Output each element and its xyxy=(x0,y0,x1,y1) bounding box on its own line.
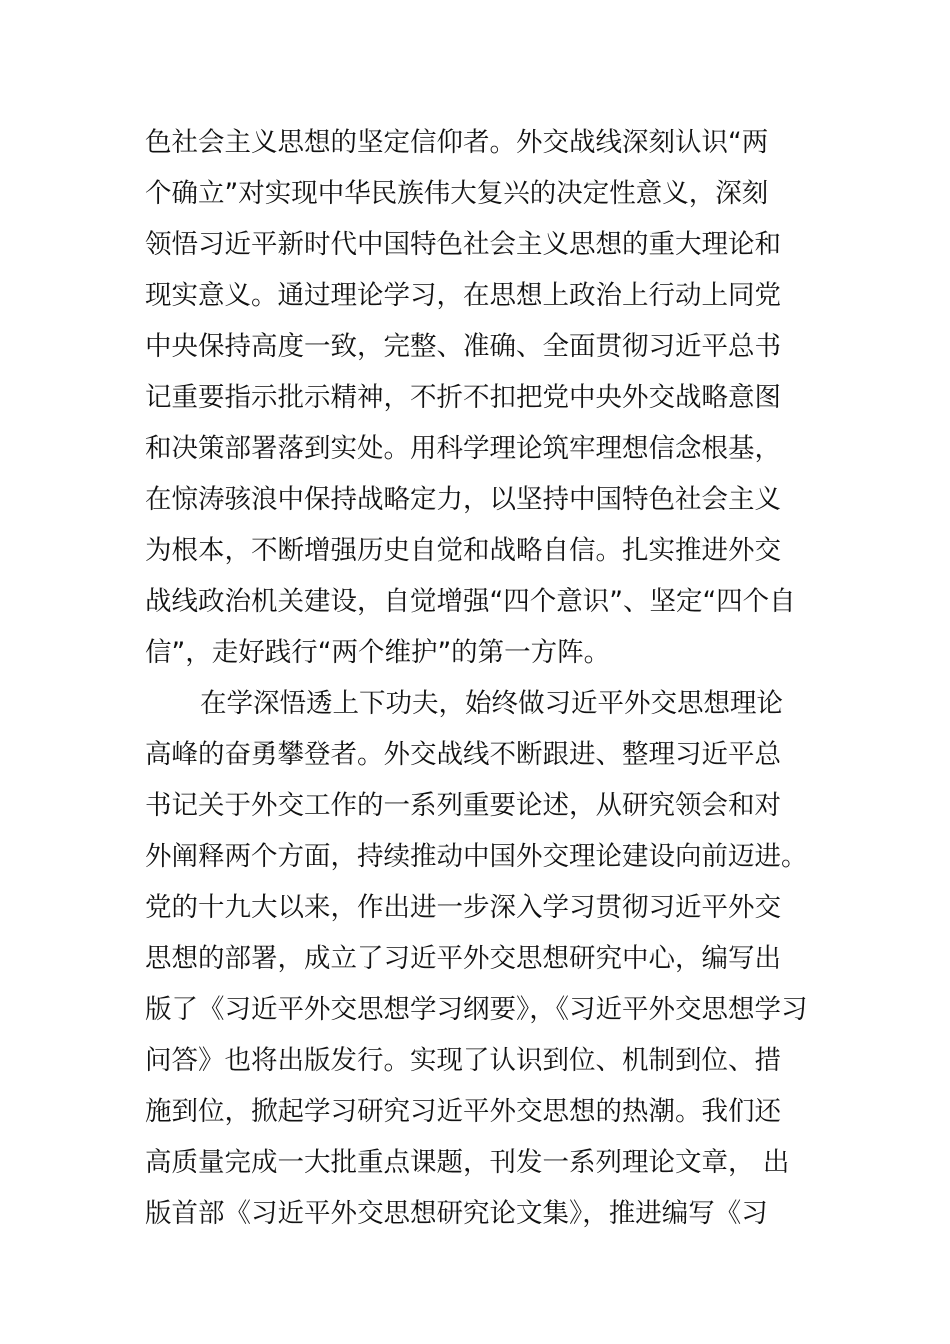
text-line: 书记关于外交工作的一系列重要论述，从研究领会和对 xyxy=(145,790,781,821)
text-line: 版了《习近平外交思想学习纲要》，《习近平外交思想学习 xyxy=(145,994,808,1025)
text-line: 领悟习近平新时代中国特色社会主义思想的重大理论和 xyxy=(145,229,781,260)
text-line: 中央保持高度一致，完整、准确、全面贯彻习近平总书 xyxy=(145,331,781,362)
text-line: 个确立”对实现中华民族伟大复兴的决定性意义，深刻 xyxy=(145,178,769,209)
text-line: 思想的部署，成立了习近平外交思想研究中心，编写出 xyxy=(145,943,781,974)
text-line: 为根本，不断增强历史自觉和战略自信。扎实推进外交 xyxy=(145,535,781,566)
text-line: 版首部《习近平外交思想研究论文集》，推进编写《习 xyxy=(145,1198,768,1229)
text-line: 党的十九大以来，作出进一步深入学习贯彻习近平外交 xyxy=(145,892,781,923)
text-line: 战线政治机关建设，自觉增强“四个意识”、坚定“四个自 xyxy=(145,586,796,617)
text-line: 信”，走好践行“两个维护”的第一方阵。 xyxy=(145,637,611,668)
text-line: 在惊涛骇浪中保持战略定力，以坚持中国特色社会主义 xyxy=(145,484,781,515)
text-line: 施到位，掀起学习研究习近平外交思想的热潮。我们还 xyxy=(145,1096,781,1127)
paragraph-first-line: 在学深悟透上下功夫，始终做习近平外交思想理论 xyxy=(200,688,783,719)
text-line: 高峰的奋勇攀登者。外交战线不断跟进、整理习近平总 xyxy=(145,739,781,770)
text-line: 记重要指示批示精神，不折不扣把党中央外交战略意图 xyxy=(145,382,781,413)
text-line: 问答》也将出版发行。实现了认识到位、机制到位、措 xyxy=(145,1045,781,1076)
text-line: 外阐释两个方面，持续推动中国外交理论建设向前迈进。 xyxy=(145,841,808,872)
text-line: 和决策部署落到实处。用科学理论筑牢理想信念根基， xyxy=(145,433,781,464)
text-line: 色社会主义思想的坚定信仰者。外交战线深刻认识“两 xyxy=(145,127,769,158)
text-line: 现实意义。通过理论学习，在思想上政治上行动上同党 xyxy=(145,280,781,311)
text-line: 高质量完成一大批重点课题，刊发一系列理论文章， 出 xyxy=(145,1147,790,1178)
